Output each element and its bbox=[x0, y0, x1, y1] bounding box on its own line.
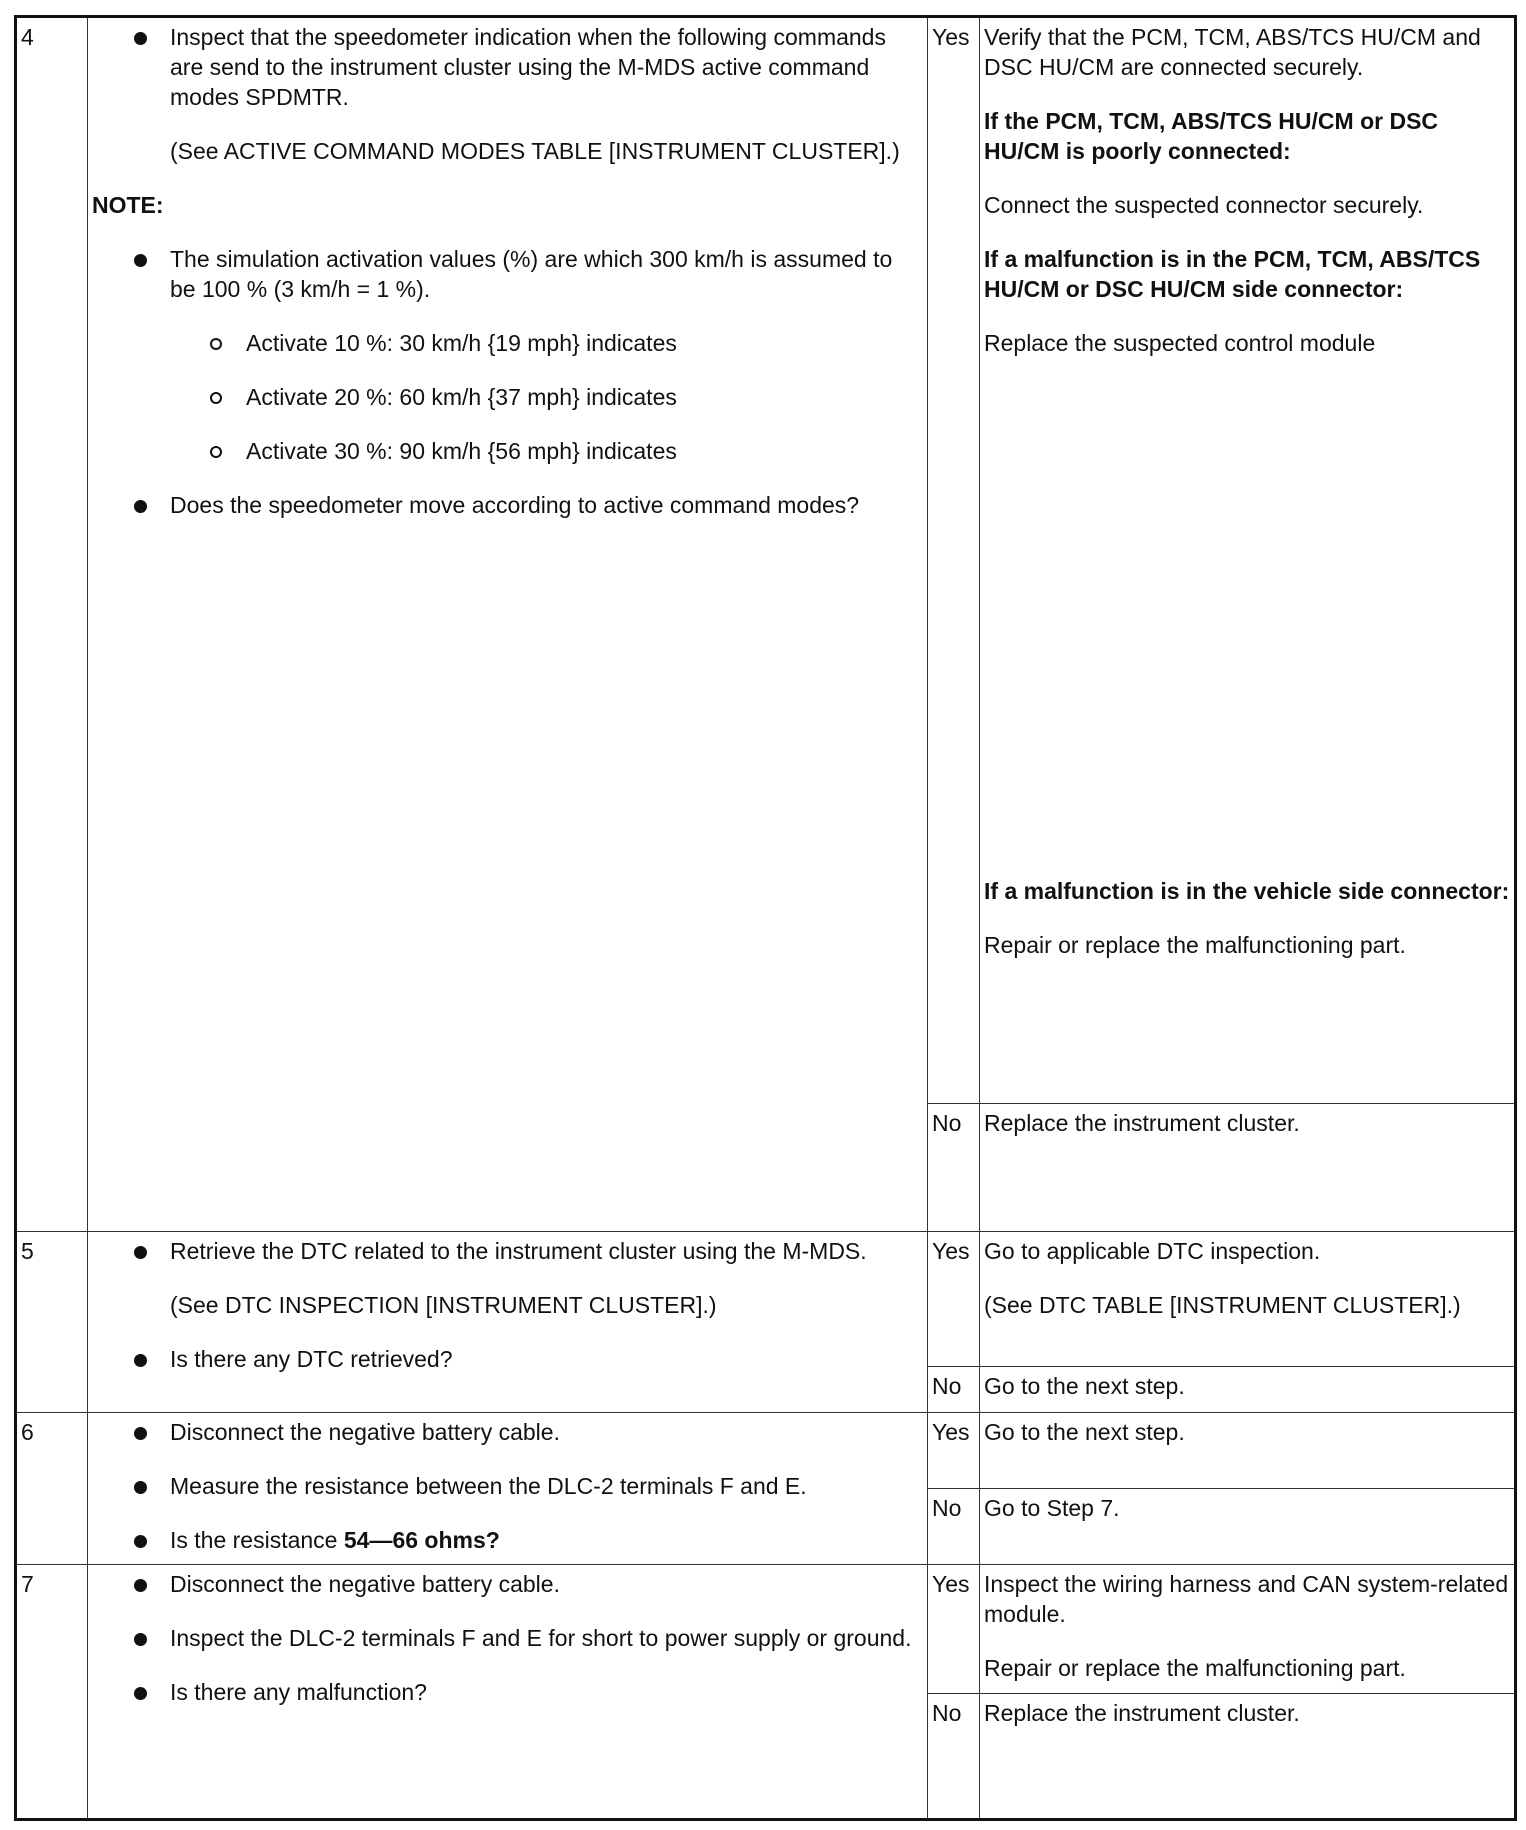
step-number: 4 bbox=[16, 17, 88, 1232]
circle-bullet-icon bbox=[210, 338, 222, 350]
step-number: 6 bbox=[16, 1413, 88, 1565]
no-label: No bbox=[928, 1693, 980, 1819]
condition-heading: If a malfunction is in the PCM, TCM, ABS/TCS HU/CM or DSC HU/CM side connector: bbox=[984, 246, 1481, 302]
step-action bbox=[88, 17, 928, 1232]
sub-bullet: Activate 10 %: 30 km/h {19 mph} indicates bbox=[92, 328, 923, 358]
condition-heading: If a malfunction is in the vehicle side connector: bbox=[984, 878, 1510, 904]
step-action bbox=[88, 1231, 928, 1412]
action-bullet: Is there any DTC retrieved? bbox=[92, 1344, 923, 1374]
action-bullet: Retrieve the DTC related to the instrument cluster using the M-MDS. bbox=[92, 1236, 923, 1266]
bullet-icon bbox=[134, 1687, 147, 1700]
bullet-icon bbox=[134, 254, 147, 267]
no-label: No bbox=[928, 1366, 980, 1412]
yes-label: Yes bbox=[928, 1231, 980, 1366]
yes-result: Verify that the PCM, TCM, ABS/TCS HU/CM and DSC HU/CM are connected securely. If the PCM, TCM, ABS/TCS HU/CM or DSC HU/CM is poorly connected: Connect the suspected connector securely. If a malfunction is in the PCM, TCM, ABS/TCS HU/CM or DSC HU/CM side connector: Replace the suspected control module If a malfunction is in the vehicle side connector: Repair or replace the malfunctioning part. bbox=[980, 17, 1516, 1104]
sub-bullet: Activate 30 %: 90 km/h {56 mph} indicates bbox=[92, 436, 923, 466]
bullet-icon bbox=[134, 1354, 147, 1367]
action-bullet: Disconnect the negative battery cable. bbox=[92, 1569, 923, 1599]
action-bullet: Is the resistance 54—66 ohms? bbox=[92, 1525, 923, 1555]
action-bullet: Is there any malfunction? bbox=[92, 1677, 923, 1707]
bullet-icon bbox=[134, 32, 147, 45]
resistance-spec: 54—66 ohms? bbox=[343, 1527, 500, 1554]
reference-link-text: (See ACTIVE COMMAND MODES TABLE [INSTRUMENT CLUSTER].) bbox=[170, 138, 900, 164]
bullet-icon bbox=[134, 1246, 147, 1259]
action-bullet: Disconnect the negative battery cable. bbox=[92, 1417, 923, 1447]
step-4-yes-row bbox=[16, 17, 1516, 1104]
bullet-icon bbox=[134, 1427, 147, 1440]
action-bullet: Inspect that the speedometer indication when the following commands are send to the instrument cluster using the M-MDS active command modes SPDMTR. bbox=[92, 22, 923, 112]
step-7-yes-row bbox=[16, 1565, 1516, 1693]
no-result: Go to Step 7. bbox=[980, 1489, 1516, 1565]
note-label: NOTE: bbox=[92, 192, 164, 218]
no-result: Go to the next step. bbox=[980, 1366, 1516, 1412]
no-result: Replace the instrument cluster. bbox=[980, 1693, 1516, 1819]
action-bullet: The simulation activation values (%) are which 300 km/h is assumed to be 100 % (3 km/h = 1 %). bbox=[92, 244, 923, 304]
bullet-icon bbox=[134, 1481, 147, 1494]
yes-result: Go to the next step. bbox=[980, 1413, 1516, 1489]
step-5-yes-row bbox=[16, 1231, 1516, 1366]
no-result: Replace the instrument cluster. bbox=[980, 1104, 1516, 1231]
diagnostic-procedure-table bbox=[14, 15, 1517, 1821]
step-6-yes-row bbox=[16, 1413, 1516, 1489]
bullet-icon bbox=[134, 1535, 147, 1548]
step-action bbox=[88, 1413, 928, 1565]
reference-link-text: (See DTC INSPECTION [INSTRUMENT CLUSTER].) bbox=[170, 1291, 717, 1318]
action-bullet: Inspect the DLC-2 terminals F and E for short to power supply or ground. bbox=[92, 1623, 923, 1653]
step-action bbox=[88, 1565, 928, 1820]
action-bullet: Measure the resistance between the DLC-2 terminals F and E. bbox=[92, 1471, 923, 1501]
action-bullet: Does the speedometer move according to active command modes? bbox=[92, 490, 923, 520]
bullet-icon bbox=[134, 1579, 147, 1592]
circle-bullet-icon bbox=[210, 392, 222, 404]
step-number: 5 bbox=[16, 1231, 88, 1412]
sub-bullet: Activate 20 %: 60 km/h {37 mph} indicates bbox=[92, 382, 923, 412]
yes-label: Yes bbox=[928, 1413, 980, 1489]
condition-heading: If the PCM, TCM, ABS/TCS HU/CM or DSC HU/CM is poorly connected: bbox=[984, 108, 1439, 164]
diagnostic-procedure-page bbox=[14, 15, 1514, 1821]
circle-bullet-icon bbox=[210, 446, 222, 458]
no-label: No bbox=[928, 1489, 980, 1565]
yes-label: Yes bbox=[928, 17, 980, 1104]
bullet-icon bbox=[134, 500, 147, 513]
yes-result: Go to applicable DTC inspection. (See DTC TABLE [INSTRUMENT CLUSTER].) bbox=[980, 1231, 1516, 1366]
yes-label: Yes bbox=[928, 1565, 980, 1693]
no-label: No bbox=[928, 1104, 980, 1231]
yes-result: Inspect the wiring harness and CAN system-related module. Repair or replace the malfunctioning part. bbox=[980, 1565, 1516, 1693]
bullet-icon bbox=[134, 1633, 147, 1646]
step-number: 7 bbox=[16, 1565, 88, 1820]
reference-link-text: (See DTC TABLE [INSTRUMENT CLUSTER].) bbox=[984, 1291, 1461, 1318]
